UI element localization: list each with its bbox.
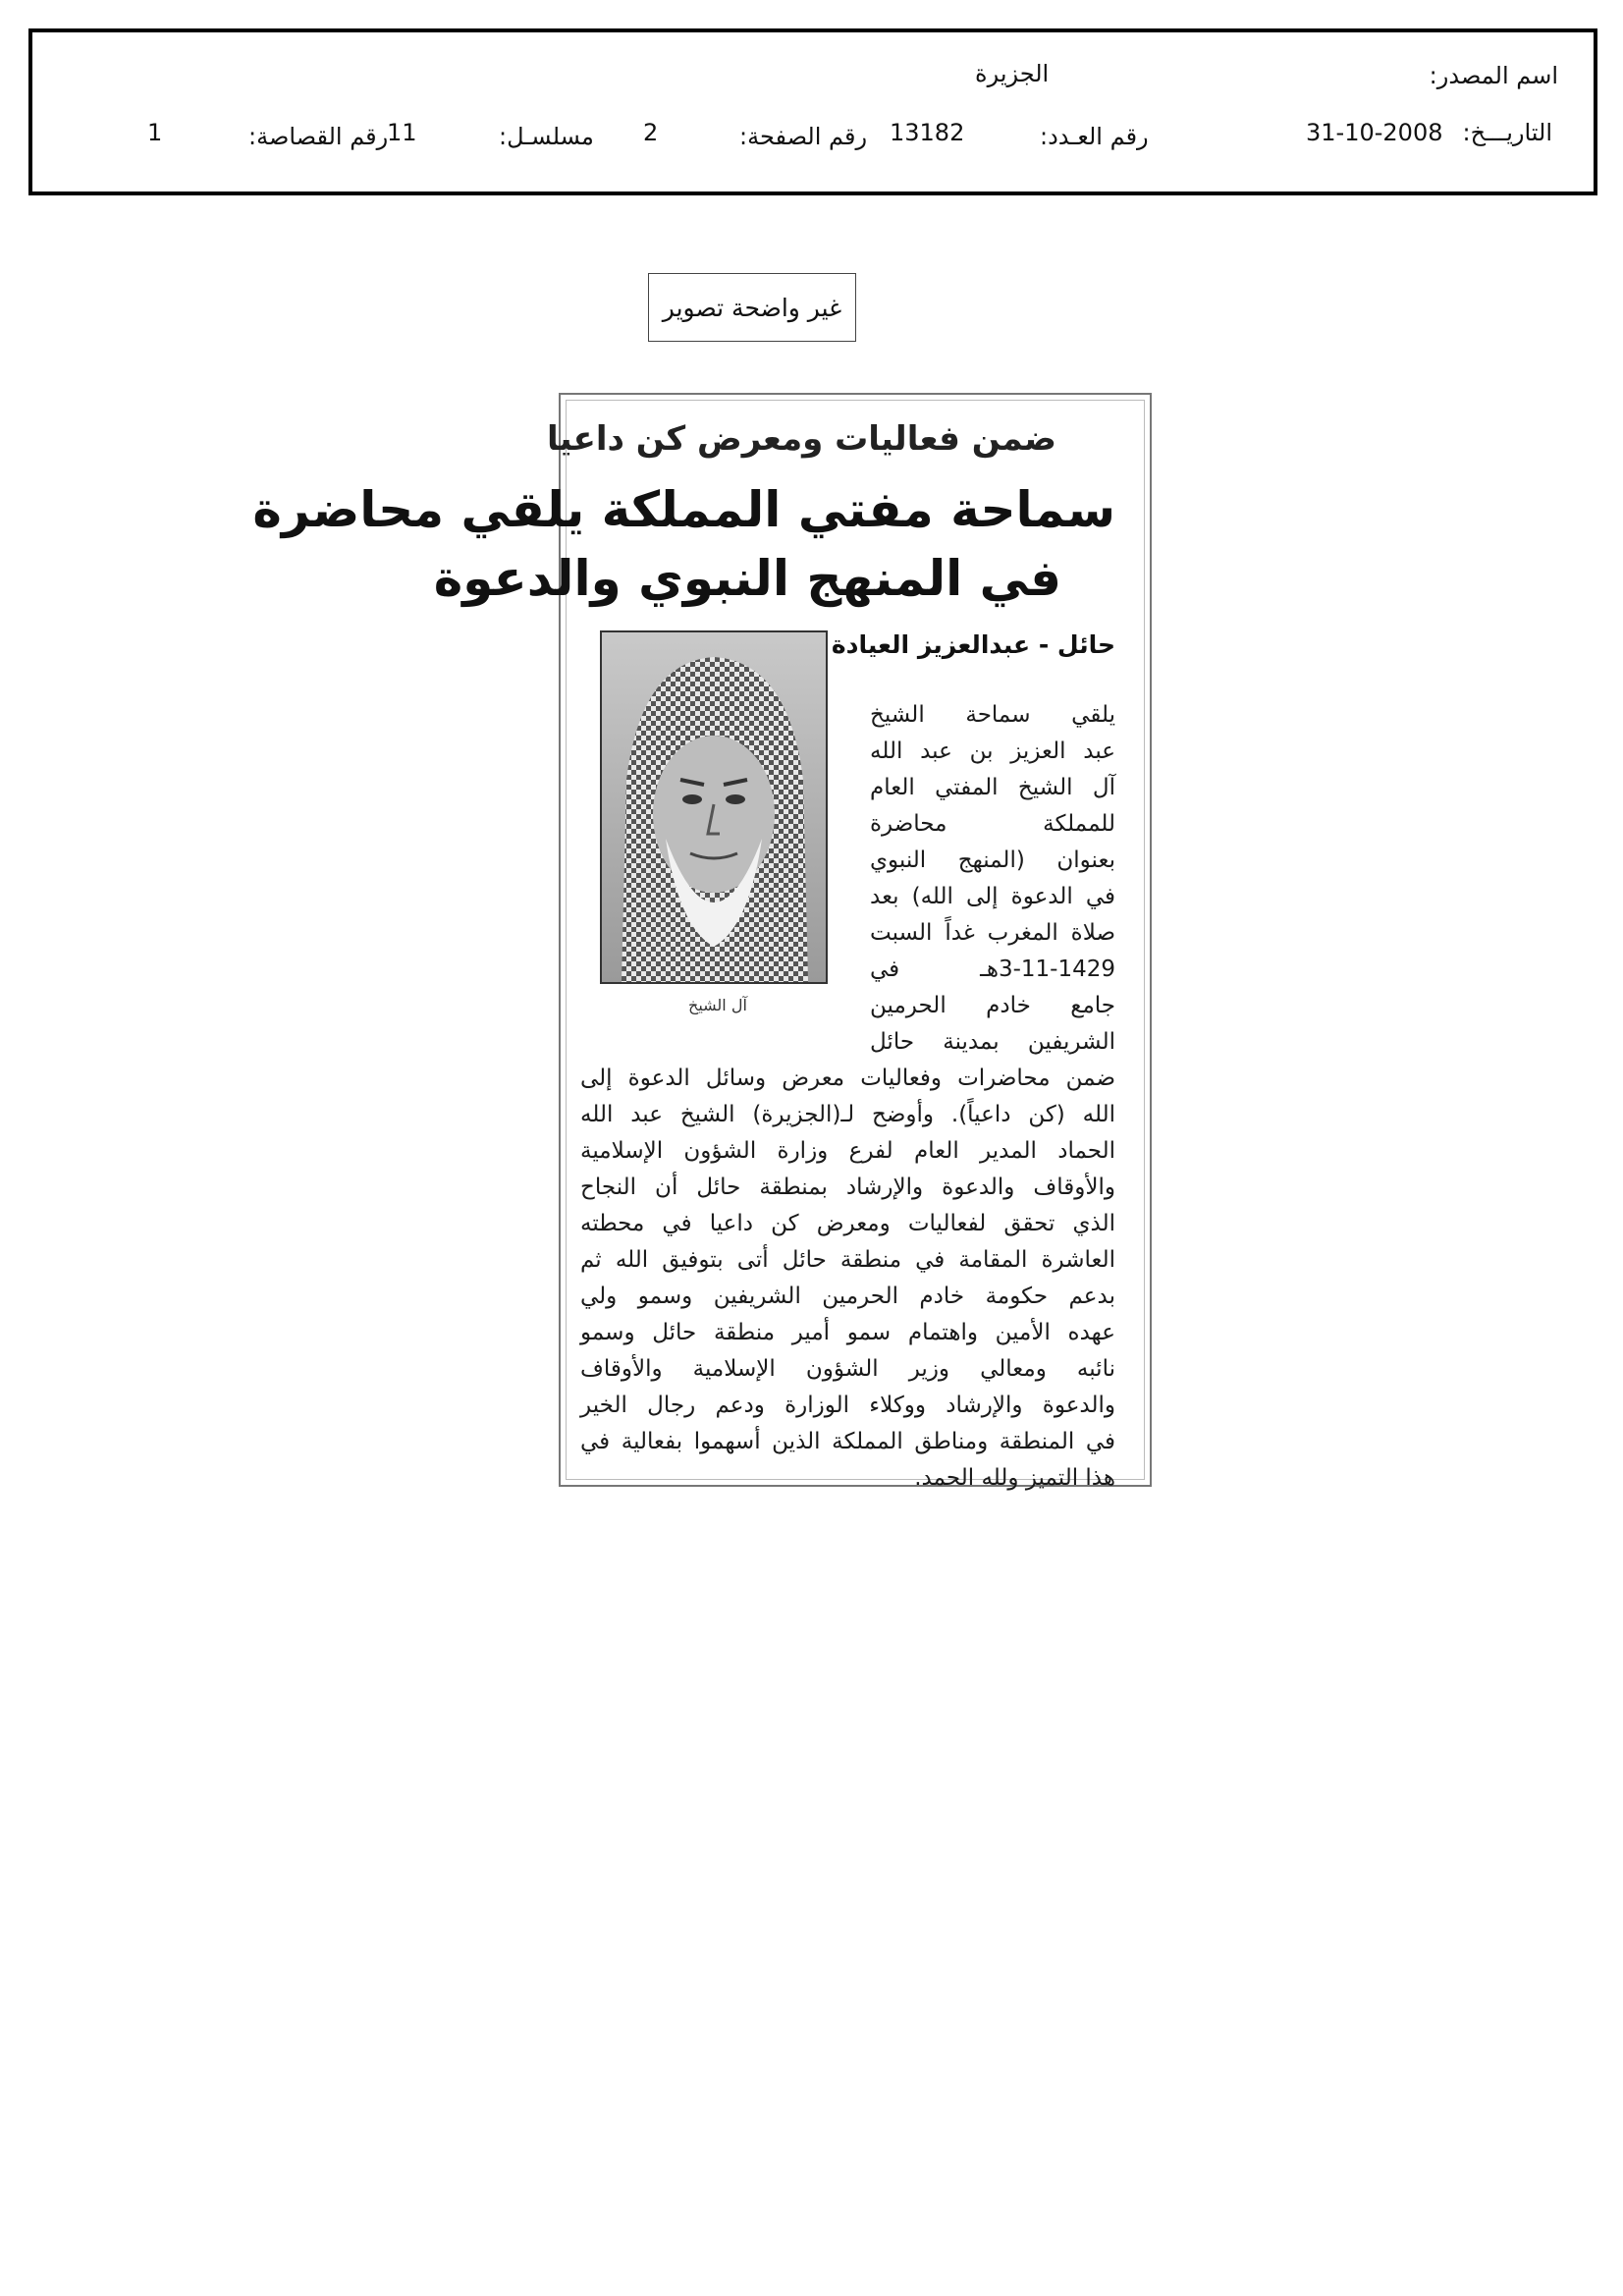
body-line: جامع خادم الحرمين xyxy=(870,993,1115,1018)
body-line: يلقي سماحة الشيخ xyxy=(870,702,1115,728)
article-headline-line-2: في المنهج النبوي والدعوة xyxy=(433,550,1061,607)
serial-label: مسلسـل: xyxy=(499,123,594,150)
body-line: نائبه ومعالي وزير الشؤون الإسلامية والأوقاف xyxy=(580,1356,1115,1382)
issue-label: رقم العـدد: xyxy=(1040,123,1149,150)
metadata-frame xyxy=(28,28,1597,195)
article-headline-line-1: سماحة مفتي المملكة يلقي محاضرة xyxy=(252,481,1115,538)
body-line: الشريفين بمدينة حائل xyxy=(870,1029,1115,1055)
body-line: ضمن محاضرات وفعاليات معرض وسائل الدعوة إلى xyxy=(580,1066,1115,1091)
body-line: في المنطقة ومناطق المملكة الذين أسهموا بفعالية في xyxy=(580,1429,1115,1454)
body-line: في الدعوة إلى الله) بعد xyxy=(870,884,1115,909)
body-line: والدعوة والإرشاد ووكلاء الوزارة ودعم رجال الخير xyxy=(580,1393,1115,1418)
issue-value: 13182 xyxy=(890,119,965,146)
clip-value: 1 xyxy=(147,119,163,146)
body-line: صلاة المغرب غداً السبت xyxy=(870,920,1115,946)
portrait-illustration xyxy=(602,632,826,982)
body-line: للمملكة محاضرة xyxy=(870,811,1115,837)
body-line: بعنوان (المنهج النبوي xyxy=(870,847,1115,873)
body-line: العاشرة المقامة في منطقة حائل أتى بتوفيق الله ثم xyxy=(580,1247,1115,1273)
serial-value: 11 xyxy=(387,119,417,146)
source-label: اسم المصدر: xyxy=(1429,62,1558,89)
article-kicker: ضمن فعاليات ومعرض كن داعيا xyxy=(547,419,1056,459)
date-label: التاريـــخ: xyxy=(1462,119,1552,146)
body-line: عبد العزيز بن عبد الله xyxy=(870,738,1115,764)
body-line: الله (كن داعياً). وأوضح لـ(الجزيرة) الشيخ عبد الله xyxy=(580,1102,1115,1127)
body-line: والأوقاف والدعوة والإرشاد بمنطقة حائل أن النجاح xyxy=(580,1175,1115,1200)
date-value: 31-10-2008 xyxy=(1306,119,1443,146)
body-line: آل الشيخ المفتي العام xyxy=(870,775,1115,800)
source-value: الجزيرة xyxy=(975,60,1050,87)
newspaper-clipping xyxy=(252,393,1152,1491)
body-line: عهده الأمين واهتمام سمو أمير منطقة حائل وسمو xyxy=(580,1320,1115,1345)
body-line: هذا التميز ولله الحمد. xyxy=(914,1465,1115,1491)
clip-label: رقم القصاصة: xyxy=(248,123,389,150)
article-byline: حائل - عبدالعزيز العيادة xyxy=(831,630,1115,659)
body-line: 3-11-1429هـ في xyxy=(870,957,1115,982)
page-value: 2 xyxy=(643,119,659,146)
body-line: بدعم حكومة خادم الحرمين الشريفين وسمو ولي xyxy=(580,1284,1115,1309)
body-line: الذي تحقق لفعاليات ومعرض كن داعيا في محطته xyxy=(580,1211,1115,1236)
page-label: رقم الصفحة: xyxy=(739,123,868,150)
photo-caption: آل الشيخ xyxy=(688,996,747,1014)
portrait-photo xyxy=(600,630,828,984)
body-line: الحماد المدير العام لفرع وزارة الشؤون الإسلامية xyxy=(580,1138,1115,1164)
clarity-note: غير واضحة تصوير xyxy=(648,273,856,342)
